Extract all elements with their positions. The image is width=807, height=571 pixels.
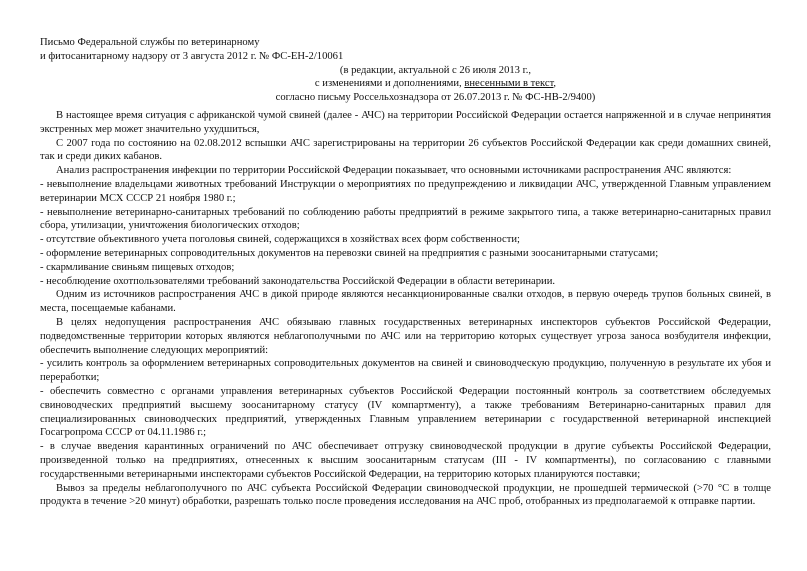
paragraph-export: Вывоз за пределы неблагополучного по АЧС субъекта Российской Федерации свиноводческой продукции, не прошедшей термической (>70 °С в толще продукта в течение >20 минут) обработки, разрешать только после проведения исследования на АЧС проб, отобранных из предполагаемой к отправке партии. [40,482,771,508]
list-item-source: - несоблюдение охотпользователями требований законодательства Российской Федерации в области ветеринарии. [40,275,556,287]
list-item-source: - оформление ветеринарных сопроводительных документов на перевозки свиней на предприятия с разными зоосанитарными статусами; [40,247,659,259]
document [40,36,771,509]
paragraph-outbreaks: С 2007 года по состоянию на 02.08.2012 вспышки АЧС зарегистрированы на территории 26 субъектов Российской Федерации как среди домашних свиней, так и среди диких кабанов. [40,137,771,163]
list-item-measure: - в случае введения карантинных ограничений по АЧС обеспечивает отгрузку свиноводческой продукции в другие субъекты Российской Федерации, произведенной только на предприятиях, отнесенных к высшим зоосанитарным статусам (III - IV компартменты), по согласованию с главными государственными ветеринарными инспекторами субъектов Российской Федерации, на территорию которых планируются поставки; [40,441,771,480]
edition-note-suffix: , [553,78,557,90]
edition-note-line-3: согласно письму Россельхознадзора от 26.07.2013 г. № ФС-НВ-2/9400) [275,92,596,104]
amendments-link[interactable]: внесенными в текст [464,78,554,90]
paragraph-analysis: Анализ распространения инфекции по территории Российской Федерации показывает, что основными источниками распространения АЧС являются: [56,165,732,177]
document-title-line-2: и фитосанитарному надзору от 3 августа 2012 г. № ФС-ЕН-2/10061 [40,50,344,62]
edition-note-line-1: (в редакции, актуальной с 26 июля 2013 г., [339,64,532,76]
list-item-measure: - обеспечить совместно с органами управления ветеринарных субъектов Российской Федерации постоянный контроль за соответствием обследуемых свиноводческих предприятий высшему зоосанитарному статусу (IV компартменту), а также требованиям Ветеринарно-санитарных правил для специализированных свиноводческих предприятий, утвержденных Главным управлением ветеринарии с государственной ветеринарной инспекцией Госагропрома СССР от 04.11.1986 г.; [40,385,771,439]
edition-note-prefix: с изменениями и дополнениями, [314,78,465,90]
paragraph-wild-spread: Одним из источников распространения АЧС в дикой природе являются несанкционированные свалки отходов, в первую очередь трупов больных свиней, в места, посещаемые кабанами. [40,289,771,315]
document-title-line-1: Письмо Федеральной службы по ветеринарному [40,37,260,48]
list-item-source: - невыполнение владельцами животных требований Инструкции о мероприятиях по предупреждению и ликвидации АЧС, утвержденной Главным управлением ветеринарии МСХ СССР 21 ноября 1980 г.; [40,178,771,204]
paragraph-situation: В настоящее время ситуация с африканской чумой свиней (далее - АЧС) на территории Российской Федерации остается напряженной и в случае непринятия экстренных мер может значительно ухудшиться, [40,109,771,135]
list-item-source: - скармливание свиньям пищевых отходов; [40,261,235,273]
list-item-source: - отсутствие объективного учета поголовья свиней, содержащихся в хозяйствах всех форм собственности; [40,234,520,246]
edition-note-line-2 [40,77,771,91]
list-item-measure: - усилить контроль за оформлением ветеринарных сопроводительных документов на свиней и свиноводческую продукцию, полученную в результате их убоя и переработки; [40,358,771,384]
list-item-source: - невыполнение ветеринарно-санитарных требований по соблюдению работы предприятий в режиме закрытого типа, а также ветеринарно-санитарных правил сбора, утилизации, уничтожения биологических отходов; [40,206,771,232]
paragraph-obligation: В целях недопущения распространения АЧС обязываю главных государственных ветеринарных инспекторов субъектов Российской Федерации, подведомственные территории которых являются неблагополучными по АЧС или на территорию которых существует угроза заноса возбудителя инфекции, обеспечить выполнение следующих мероприятий: [40,316,771,356]
